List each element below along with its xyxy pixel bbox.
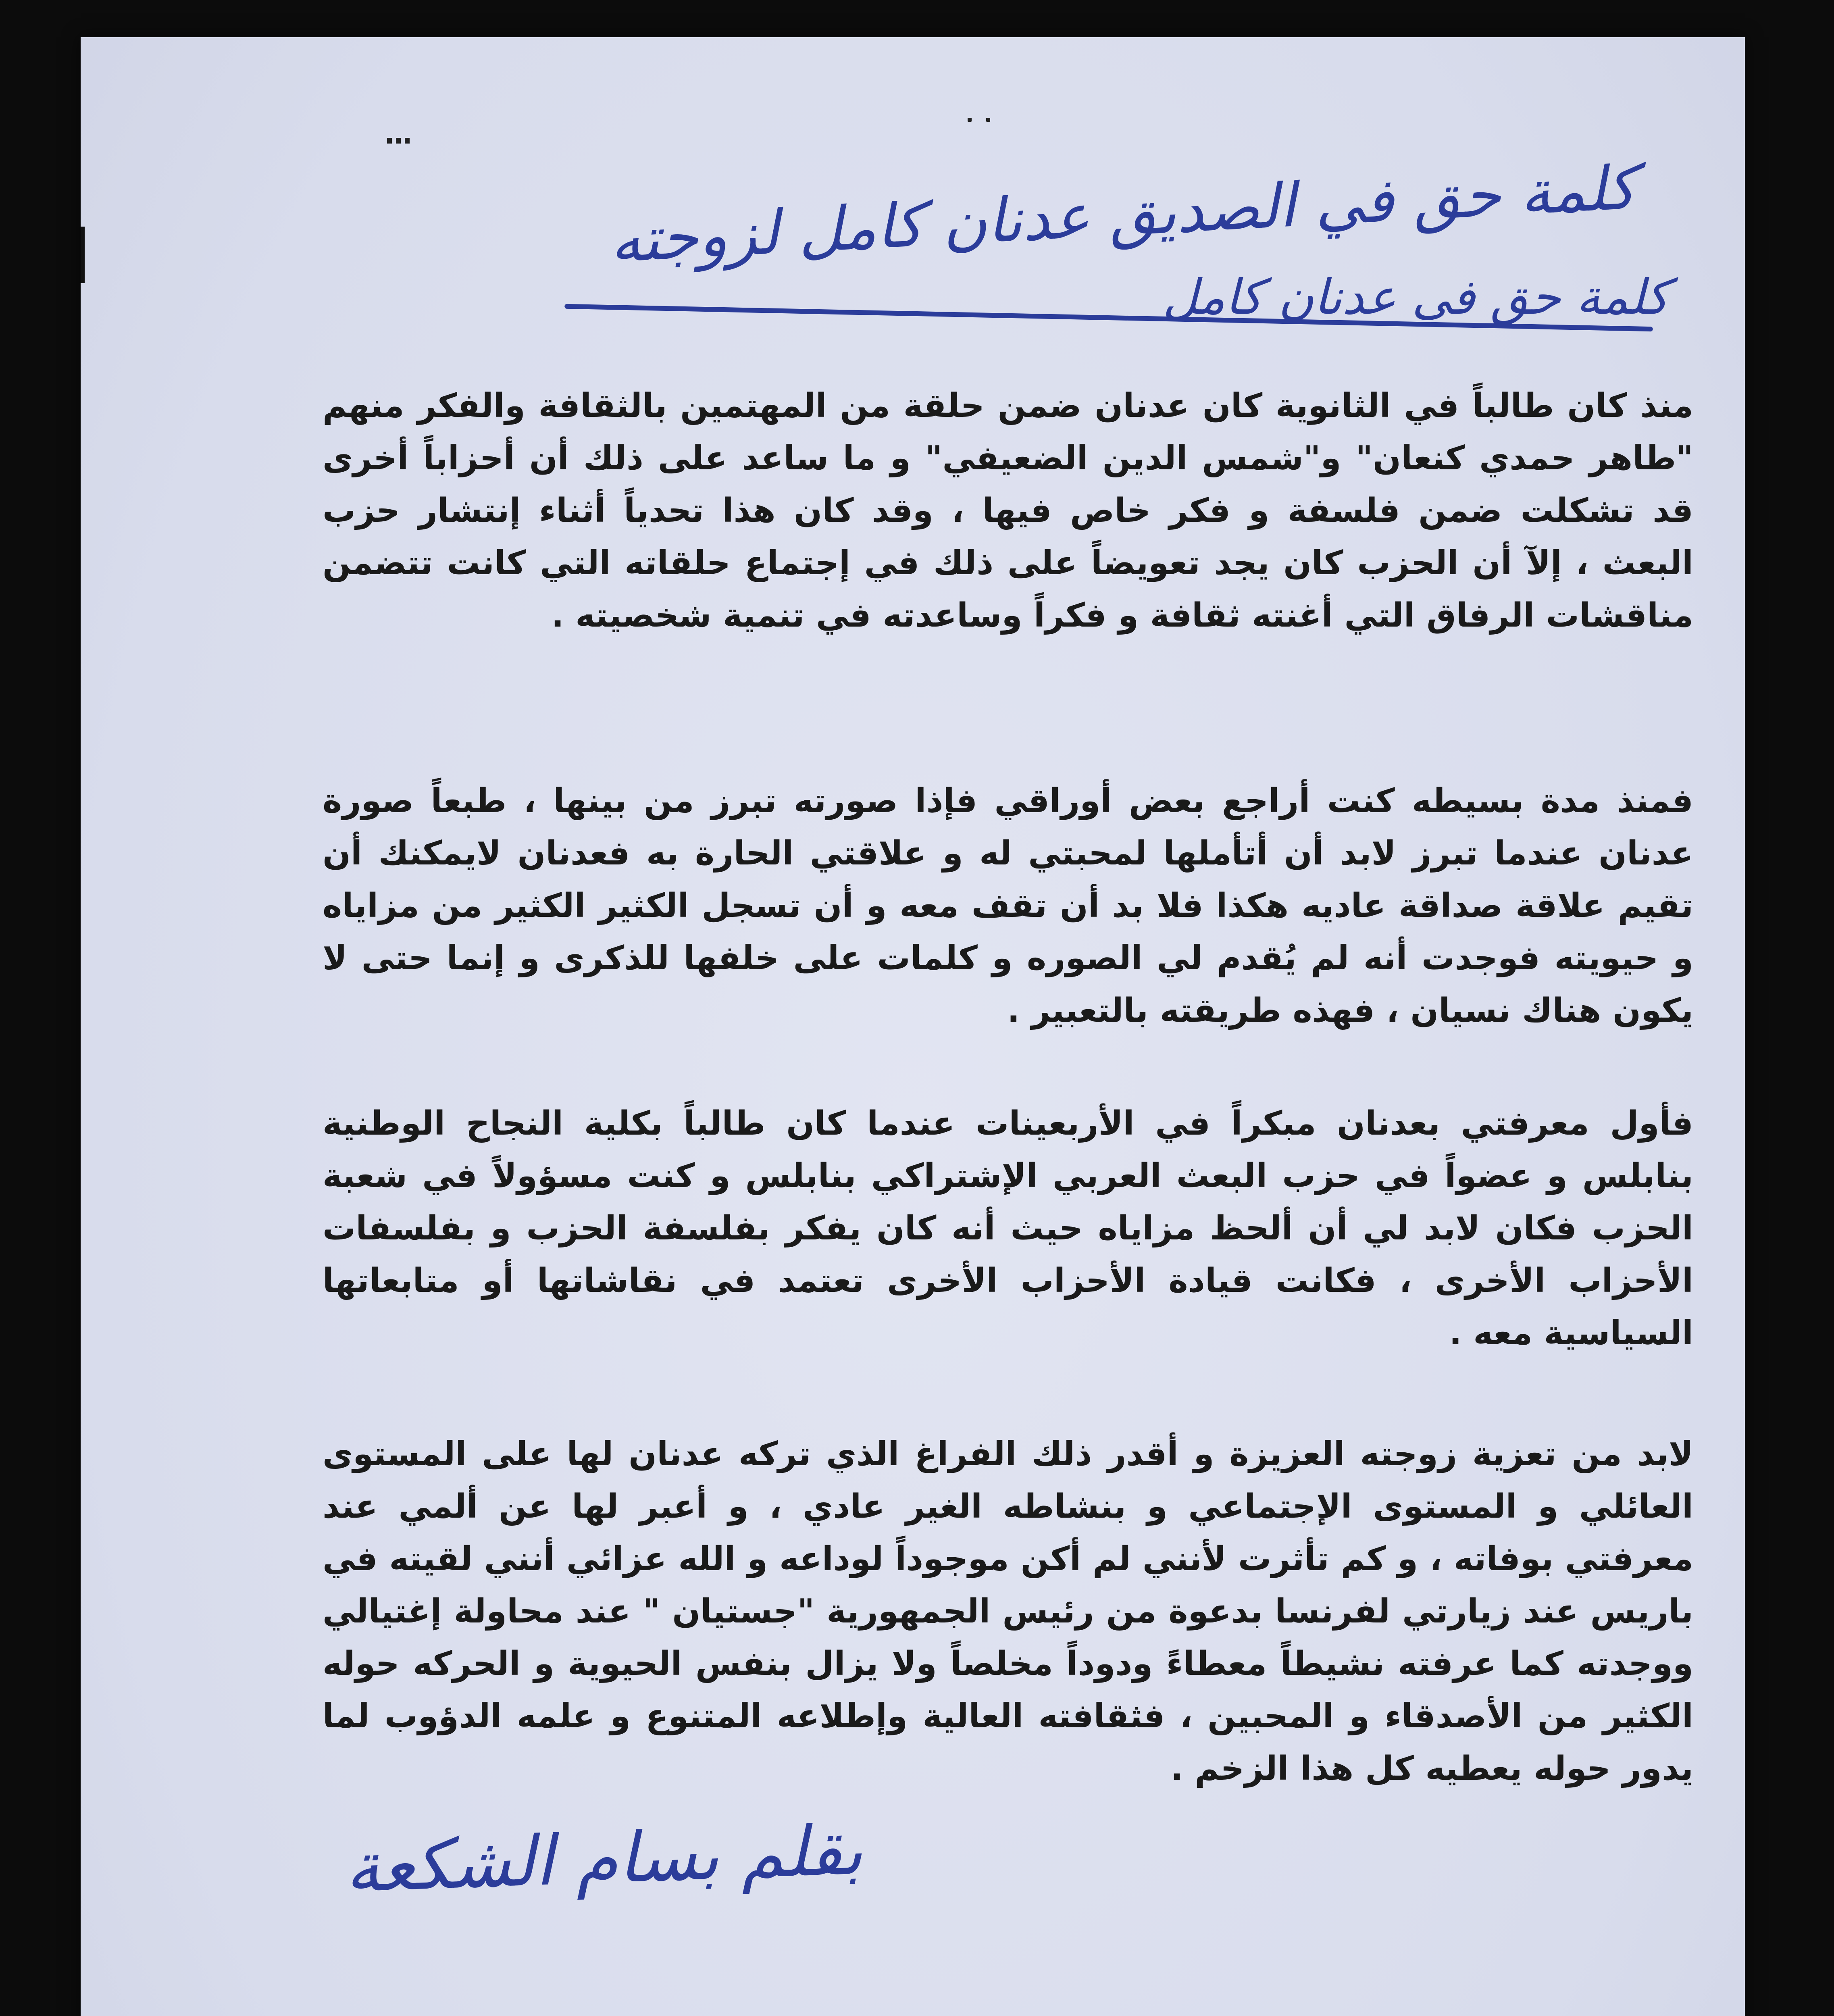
punch-marks bbox=[387, 138, 411, 144]
document-page bbox=[81, 37, 1745, 2016]
paragraph-1: منذ كان طالباً في الثانوية كان عدنان ضمن حلقة من المهتمين بالثقافة والفكر منهم "طاهر حمدي كنعان" و"شمس الدين الضعيفي" و ما ساعد على ذلك أن أحزاباً أخرى قد تشكلت ضمن فلسفة و فكر خاص فيها ، وقد كان هذا تحدياً أثناء إنتشار حزب البعث ، إلآ أن الحزب كان يجد تعويضاً على ذلك في إجتماع حلقاته التي كانت تتضمن مناقشات الرفاق التي أغنته ثقافة و فكراً وساعدته في تنمية شخصيته . bbox=[323, 387, 1693, 635]
paragraph-4: لابد من تعزية زوجته العزيزة و أقدر ذلك الفراغ الذي تركه عدنان لها على المستوى العائلي و المستوى الإجتماعي و بنشاطه الغير عادي ، و أعبر لها عن ألمي عند معرفتي بوفاته ، و كم تأثرت لأنني لم أكن موجوداً لوداعه و الله عزائي أنني لقيته في باريس عند زيارتي لفرنسا بدعوة من رئيس الجمهورية "جستيان " عند محاولة إغتيالي ووجدته كما عرفته نشيطاً معطاءً ودوداً مخلصاً ولا يزال بنفس الحيوية و الحركه حوله الكثير من الأصدقاء و المحبين ، فثقافته العالية وإطلاعه المتنوع و علمه الدؤوب لما يدور حوله يعطيه كل هذا الزخم . bbox=[323, 1435, 1693, 1788]
handwritten-signature: بقلم بسام الشكعة bbox=[343, 1810, 864, 1908]
printer-marks bbox=[968, 118, 990, 122]
edge-mark bbox=[81, 227, 85, 283]
paragraph-3: فأول معرفتي بعدنان مبكراً في الأربعينات عندما كان طالباً بكلية النجاح الوطنية بنابلس و عضواً في حزب البعث العربي الإشتراكي بنابلس و كنت مسؤولاً في شعبة الحزب فكان لابد لي أن ألحظ مزاياه حيث أنه كان يفكر بفلسفة الحزب و بفلسفات الأحزاب الأخرى ، فكانت قيادة الأحزاب الأخرى تعتمد في نقاشاتها أو متابعاتها السياسية معه . bbox=[323, 1104, 1693, 1352]
paragraph-2: فمنذ مدة بسيطه كنت أراجع بعض أوراقي فإذا صورته تبرز من بينها ، طبعاً صورة عدنان عندما تبرز لابد أن أتأملها لمحبتي له و علاقتي الحارة به فعدنان لايمكنك أن تقيم علاقة صداقة عاديه هكذا فلا بد أن تقف معه و أن تسجل الكثير الكثير من مزاياه و حيويته فوجدت أنه لم يُقدم لي الصوره و كلمات على خلفها للذكرى و إنما حتى لا يكون هناك نسيان ، فهذه طريقته بالتعبير . bbox=[323, 782, 1693, 1030]
handwritten-struck-line: كلمة حق في عدنان كامل bbox=[1162, 269, 1669, 325]
handwritten-title: كلمة حق في الصديق عدنان كامل لزوجته bbox=[608, 152, 1638, 277]
